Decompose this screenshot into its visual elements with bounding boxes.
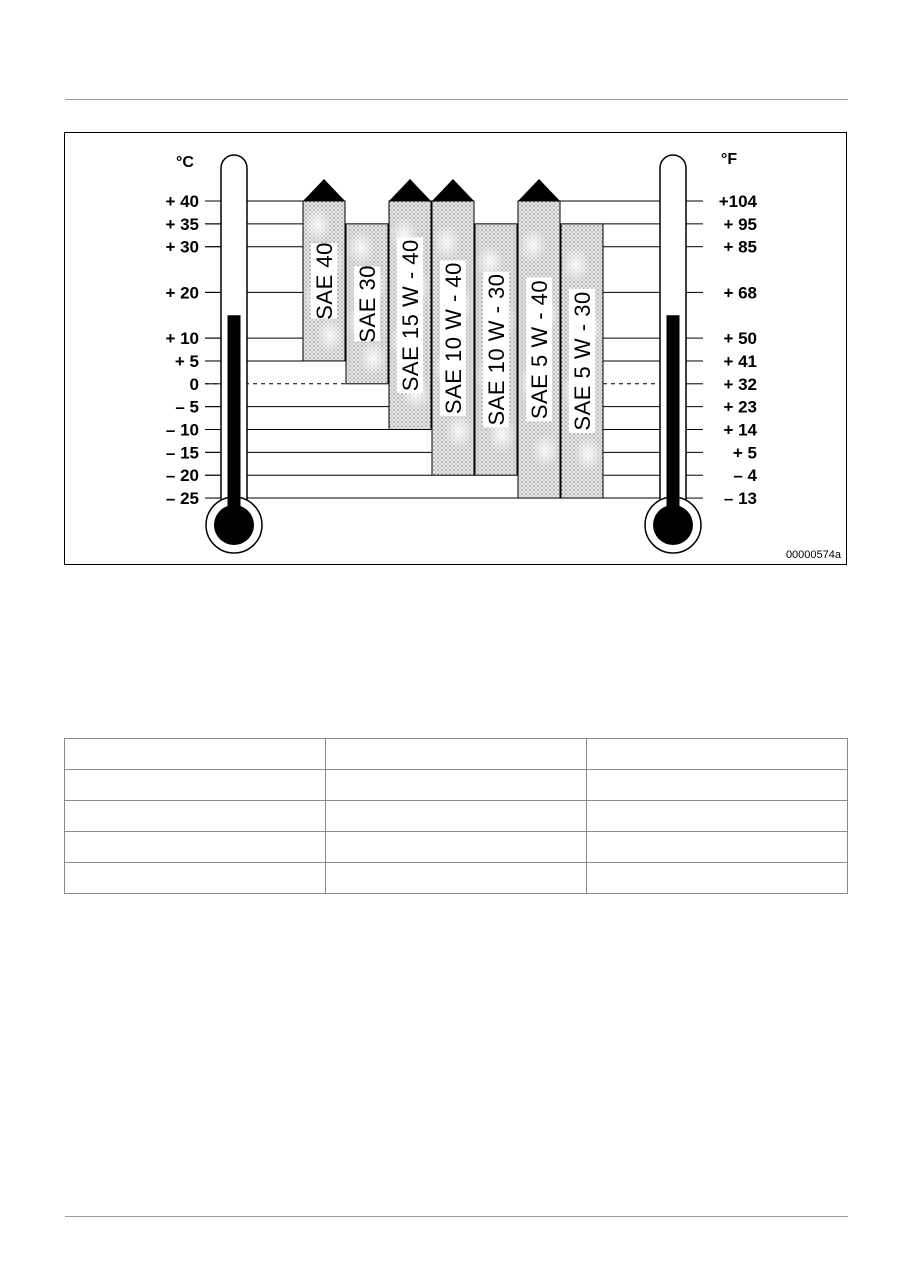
celsius-tick-label: + 35 xyxy=(165,214,199,234)
celsius-tick-label: – 15 xyxy=(165,443,199,463)
celsius-tick-label: + 20 xyxy=(165,283,199,303)
celsius-tick-label: – 10 xyxy=(165,420,199,440)
oil-grade-label: SAE 15 W - 40 xyxy=(398,239,423,392)
table-row xyxy=(65,739,848,770)
table-cell xyxy=(326,739,587,770)
table-row xyxy=(65,863,848,894)
fahrenheit-tick-label: + 50 xyxy=(723,329,757,349)
celsius-tick-label: – 20 xyxy=(165,466,199,486)
fahrenheit-tick-label: – 4 xyxy=(733,466,757,486)
band-texture xyxy=(445,413,473,449)
oil-grade-label-group xyxy=(397,238,423,394)
celsius-thermometer-mercury xyxy=(228,315,241,525)
fahrenheit-tick-label: + 95 xyxy=(723,214,757,234)
spec-table xyxy=(64,738,848,894)
fahrenheit-tick-label: + 41 xyxy=(723,351,757,371)
oil-grade-label-group xyxy=(526,278,552,422)
table-cell xyxy=(326,770,587,801)
table-cell xyxy=(326,863,587,894)
band-texture xyxy=(316,317,344,353)
celsius-tick-label: + 40 xyxy=(165,192,199,211)
band-texture xyxy=(304,207,332,243)
band-texture xyxy=(574,436,602,472)
celsius-tick-label: – 5 xyxy=(175,397,199,417)
table-cell xyxy=(65,801,326,832)
figure-reference-code: 00000574a xyxy=(785,549,841,561)
table-row xyxy=(65,770,848,801)
fahrenheit-tick-label: – 13 xyxy=(723,489,757,509)
oil-grade-label: SAE 10 W - 30 xyxy=(484,273,509,426)
oil-grade-label-group xyxy=(354,265,380,343)
celsius-thermometer-bulb xyxy=(214,505,254,545)
open-range-arrow xyxy=(432,179,474,201)
fahrenheit-tick-label: + 5 xyxy=(732,443,757,463)
table-cell xyxy=(65,863,326,894)
table-cell xyxy=(65,739,326,770)
oil-grade-label: SAE 5 W - 40 xyxy=(527,279,552,420)
oil-grade-label: SAE 5 W - 30 xyxy=(570,291,595,431)
chart-svg xyxy=(65,133,846,564)
open-range-arrow xyxy=(389,179,431,201)
table-cell xyxy=(587,739,848,770)
celsius-tick-label: – 25 xyxy=(165,489,199,509)
band-texture xyxy=(531,433,559,469)
oil-grade-label: SAE 30 xyxy=(355,265,380,343)
table-cell xyxy=(65,770,326,801)
oil-grade-label-group xyxy=(311,242,337,320)
table-cell xyxy=(587,801,848,832)
oil-grade-label: SAE 40 xyxy=(312,242,337,320)
table-cell xyxy=(587,832,848,863)
table-cell xyxy=(65,832,326,863)
oil-viscosity-chart xyxy=(64,132,847,565)
fahrenheit-thermometer-mercury xyxy=(667,315,680,525)
table-cell xyxy=(326,832,587,863)
oil-grade-label: SAE 10 W - 40 xyxy=(441,262,466,415)
oil-grade-label-group xyxy=(440,260,466,416)
celsius-tick-label: 0 xyxy=(189,374,199,394)
fahrenheit-tick-label: + 68 xyxy=(723,283,757,303)
fahrenheit-tick-label: + 85 xyxy=(723,237,757,257)
table-row xyxy=(65,832,848,863)
oil-grade-label-group xyxy=(569,289,595,433)
fahrenheit-tick-label: +104 xyxy=(718,192,757,211)
band-texture xyxy=(433,224,461,260)
fahrenheit-tick-label: + 32 xyxy=(723,374,757,394)
fahrenheit-thermometer-bulb xyxy=(653,505,693,545)
celsius-tick-label: + 10 xyxy=(165,329,199,349)
table-cell xyxy=(587,863,848,894)
open-range-arrow xyxy=(303,179,345,201)
header-rule xyxy=(65,99,848,100)
celsius-tick-label: + 30 xyxy=(165,237,199,257)
fahrenheit-unit-label: °F xyxy=(721,151,738,168)
table-cell xyxy=(587,770,848,801)
fahrenheit-tick-label: + 23 xyxy=(723,397,757,417)
open-range-arrow xyxy=(518,179,560,201)
table-row xyxy=(65,801,848,832)
footer-rule xyxy=(65,1216,848,1217)
band-texture xyxy=(347,230,375,266)
band-texture xyxy=(519,228,547,264)
oil-grade-label-group xyxy=(483,272,509,428)
oil-grade-bands xyxy=(303,179,603,498)
celsius-tick-label: + 5 xyxy=(174,351,199,371)
band-texture xyxy=(359,340,387,376)
table-cell xyxy=(326,801,587,832)
fahrenheit-tick-label: + 14 xyxy=(723,420,757,440)
band-texture xyxy=(562,247,590,283)
celsius-unit-label: °C xyxy=(176,154,194,171)
